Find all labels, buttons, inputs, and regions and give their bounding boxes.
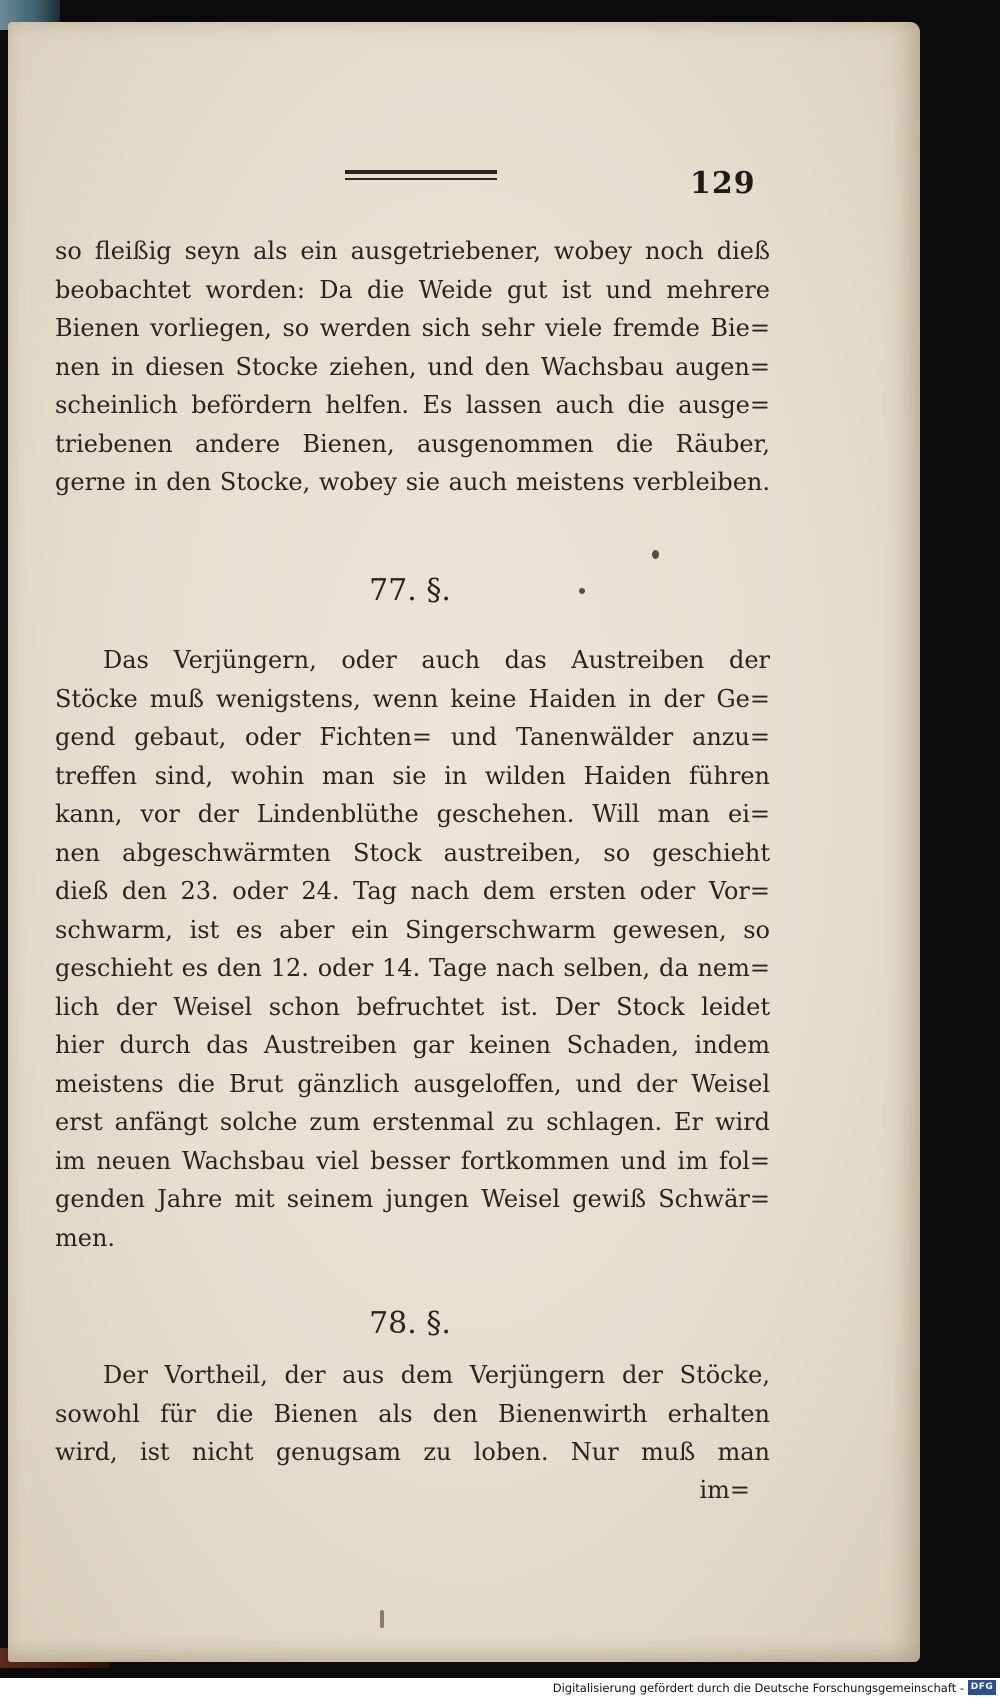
section-heading-77: 77. §.: [369, 573, 451, 608]
text-line: gerne in den Stocke, wobey sie auch meistens verbleiben.: [55, 468, 770, 496]
catchword: im=: [699, 1476, 750, 1504]
text-line: Der Vortheil, der aus dem Verjüngern der Stöcke,: [103, 1361, 770, 1389]
text-line: dieß den 23. oder 24. Tag nach dem ersten oder Vor=: [55, 877, 770, 905]
text-line: gend gebaut, oder Fichten= und Tanenwälder anzu=: [55, 723, 770, 751]
text-line: treffen sind, wohin man sie in wilden Haiden führen: [55, 761, 770, 790]
text-line: im neuen Wachsbau viel besser fortkommen und im fol=: [55, 1146, 770, 1175]
text-line: erst anfängt solche zum erstenmal zu schlagen. Er wird: [55, 1108, 770, 1136]
text-line: sowohl für die Bienen als den Bienenwirth erhalten: [55, 1399, 770, 1428]
text-line: Stöcke muß wenigstens, wenn keine Haiden in der Ge=: [55, 684, 770, 713]
text-line: meistens die Brut gänzlich ausgeloffen, und der Weisel: [55, 1069, 770, 1098]
header-rule: [345, 170, 497, 182]
text-line: Das Verjüngern, oder auch das Austreiben der: [103, 646, 770, 674]
text-line: geschieht es den 12. oder 14. Tage nach selben, da nem=: [55, 954, 770, 982]
page-number: 129: [690, 166, 756, 201]
text-line: scheinlich befördern helfen. Es lassen auch die ausge=: [55, 391, 770, 419]
paragraph-continuation: [55, 232, 770, 502]
text-line: so fleißig seyn als ein ausgetriebener, wobey noch dieß: [55, 237, 770, 265]
dfg-logo: DFG: [968, 1680, 996, 1695]
header-rule-thin: [345, 178, 497, 180]
section-heading-78: 78. §.: [369, 1306, 451, 1341]
text-line: schwarm, ist es aber ein Singerschwarm gewesen, so: [55, 915, 770, 944]
paper-blemish: [380, 1610, 384, 1628]
text-line: beobachtet worden: Da die Weide gut ist und mehrere: [55, 275, 770, 304]
text-line: genden Jahre mit seinem jungen Weisel gewiß Schwär=: [55, 1185, 770, 1213]
text-line: nen in diesen Stocke ziehen, und den Wachsbau augen=: [55, 352, 770, 381]
text-line: hier durch das Austreiben gar keinen Schaden, indem: [55, 1031, 770, 1059]
ink-speck: [652, 550, 659, 559]
text-line: nen abgeschwärmten Stock austreiben, so geschieht: [55, 838, 770, 867]
ink-speck: [579, 588, 585, 594]
header-rule-thick: [345, 170, 497, 174]
funding-credit: Digitalisierung gefördert durch die Deutsche Forschungsgemeinschaft -: [552, 1681, 964, 1695]
text-line: wird, ist nicht genugsam zu loben. Nur muß man: [55, 1438, 770, 1466]
text-line: triebenen andere Bienen, ausgenommen die Räuber,: [55, 429, 770, 458]
text-line: kann, vor der Lindenblüthe geschehen. Will man ei=: [55, 800, 770, 828]
text-line: Bienen vorliegen, so werden sich sehr viele fremde Bie=: [55, 314, 770, 342]
section-77-body: [55, 641, 770, 1257]
section-78-body: [55, 1356, 770, 1472]
text-line: lich der Weisel schon befruchtet ist. Der Stock leidet: [55, 992, 770, 1021]
text-line: men.: [55, 1223, 116, 1252]
